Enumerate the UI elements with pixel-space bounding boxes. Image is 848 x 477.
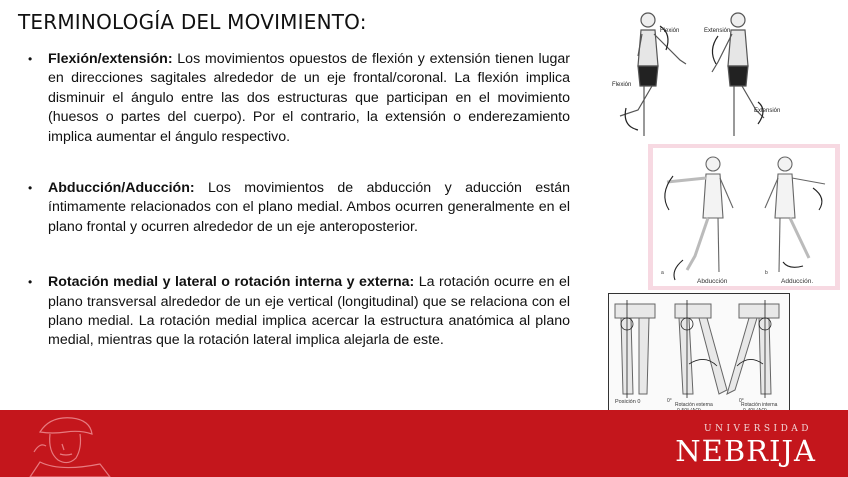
abduccion-aduccion-illustration: [653, 148, 835, 286]
label-extension-top: Extensión: [704, 28, 731, 34]
label-flexion-low: Flexión: [612, 82, 632, 88]
bullet-term: Rotación medial y lateral o rotación interna y externa:: [48, 274, 415, 291]
figure-flexion-extension: [608, 6, 796, 146]
bullet-text: Los movimientos de abducción y aducción están íntimamente relacionados con el plano medial. Ambos ocurren generalmente en el plano frontal y ocurren alrededor de un eje anteroposterior.: [48, 180, 570, 235]
label-rotacion-interna: Rotación interna: [741, 402, 778, 408]
label-flexion-top: Flexión: [660, 28, 680, 34]
label-deg-left: 0°: [667, 398, 672, 404]
bullet-dot-icon: •: [28, 181, 33, 196]
brand-nebrija: NEBRIJA: [675, 434, 816, 468]
label-aduccion: Adducción.: [781, 278, 814, 285]
nebrija-portrait-icon: [10, 412, 130, 477]
mark-b: b: [765, 270, 768, 276]
label-abduccion: Abducción: [697, 278, 728, 285]
bullet-term: Abducción/Aducción:: [48, 180, 195, 197]
figure-abduccion-aduccion: [648, 144, 840, 290]
bullet-rotacion: [28, 273, 570, 351]
label-posicion-0: Posición 0: [615, 399, 641, 405]
label-rotacion-externa: Rotación externa: [675, 402, 713, 408]
bullet-list: [28, 50, 570, 351]
rotacion-illustration: [609, 294, 789, 427]
brand-universidad: UNIVERSIDAD: [703, 424, 812, 434]
flexion-extension-illustration: [608, 6, 796, 146]
slide-title: TERMINOLOGÍA DEL MOVIMIENTO:: [18, 10, 367, 34]
bullet-dot-icon: •: [28, 275, 33, 290]
bullet-flexion-extension: [28, 50, 570, 147]
label-deg-right: 0°: [739, 398, 744, 404]
bullet-abduccion-aduccion: [28, 179, 570, 237]
figure-rotacion: [608, 293, 790, 428]
mark-a: a: [661, 270, 664, 276]
label-extension-low: Extensión: [754, 108, 781, 114]
bullet-term: Flexión/extensión:: [48, 51, 173, 67]
bullet-dot-icon: •: [28, 52, 33, 66]
bullet-text: La rotación ocurre en el plano transversal alrededor de un eje vertical (longitudinal) que se relaciona con el plano medial. La rotación medial implica acercar la estructura anatómica al plano medial, mientras que la rotación lateral implica alejarla de este.: [48, 274, 570, 349]
bullet-text: Los movimientos opuestos de flexión y extensión tienen lugar en direcciones sagitales alrededor de un eje frontal/coronal. La flexión implica disminuir el ángulo entre las dos estructuras que participan en el movimiento (huesos o partes del cuerpo). Por el contrario, la extensión o enderezamiento implica aumentar el ángulo respectivo.: [48, 51, 570, 145]
